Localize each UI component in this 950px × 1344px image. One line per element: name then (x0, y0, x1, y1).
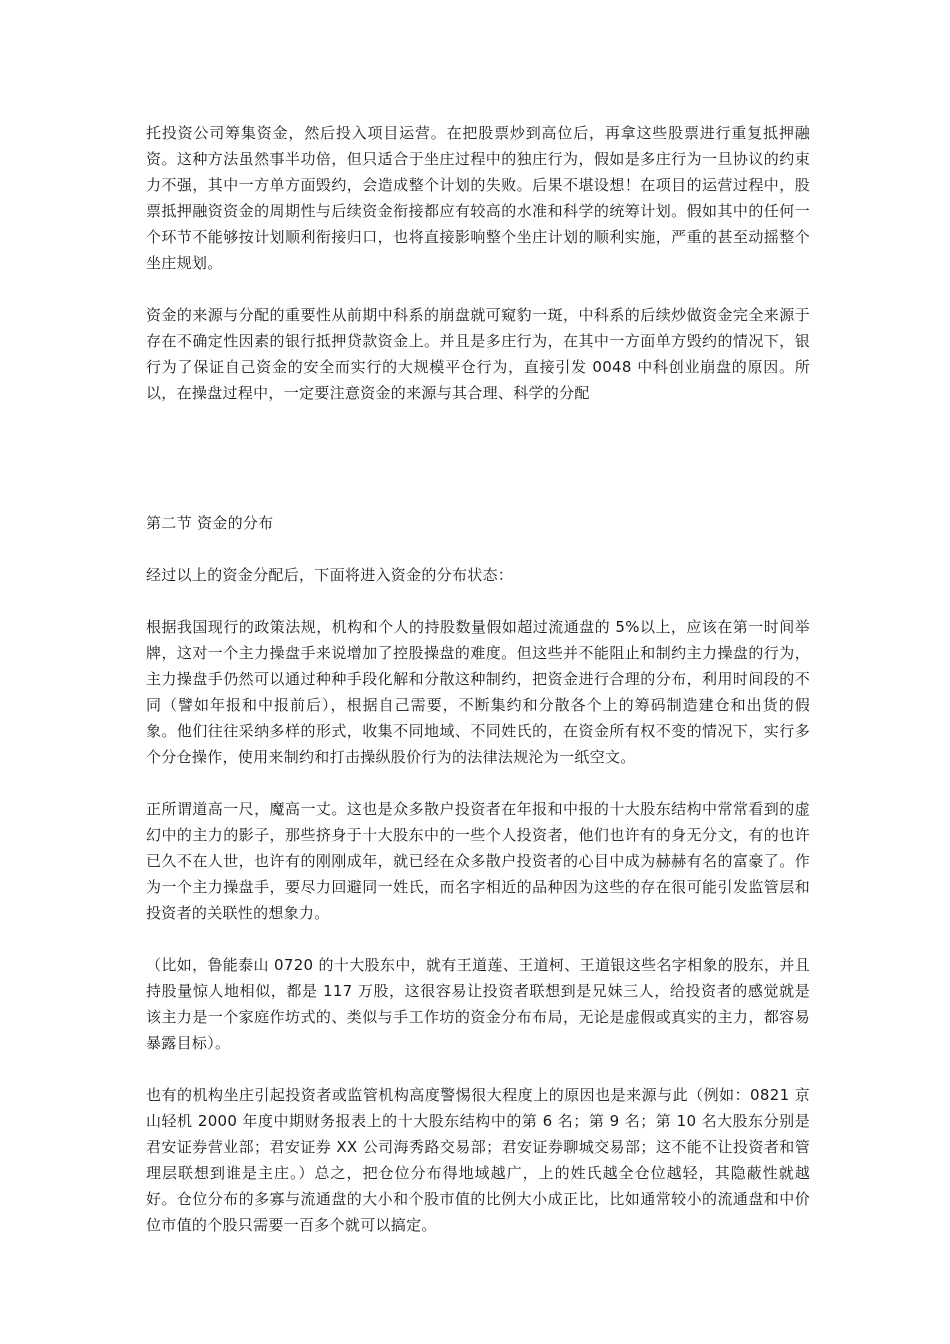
paragraph-example-luneng-taishan: （比如，鲁能泰山 0720 的十大股东中，就有王道莲、王道柯、王道银这些名字相象的股东，并且持股量惊人地相似，都是 117 万股，这很容易让投资者联想到是兄妹三人，给投资者的感觉就是该主力是一个家庭作坊式的、类似与手工作坊的资金分布布局，无论是虚假或真实的主力，都容易暴露目标）。 (146, 956, 810, 1052)
paragraph-share-pledge-financing: 托投资公司筹集资金，然后投入项目运营。在把股票炒到高位后，再拿这些股票进行重复抵押融资。这种方法虽然事半功倍，但只适合于坐庄过程中的独庄行为，假如是多庄行为一旦协议的约束力不强，其中一方单方面毁约，会造成整个计划的失败。后果不堪设想！在项目的运营过程中，股票抵押融资资金的周期性与后续资金衔接都应有较高的水准和科学的统筹计划。假如其中的任何一个环节不能够按计划顺利衔接归口，也将直接影响整个坐庄计划的顺利实施，严重的甚至动摇整个坐庄规划。 (146, 124, 810, 272)
paragraph-fund-source-importance: 资金的来源与分配的重要性从前期中科系的崩盘就可窥豹一斑，中科系的后续炒做资金完全来源于存在不确定性因素的银行抵押贷款资金上。并且是多庄行为，在其中一方面单方毁约的情况下，银行为了保证自己资金的安全而实行的大规模平仓行为，直接引发 0048 中科创业崩盘的原因。所以，在操盘过程中，一定要注意资金的来源与其合理、科学的分配 (146, 306, 810, 402)
paragraph-virtual-main-force: 正所谓道高一尺，魔高一丈。这也是众多散户投资者在年报和中报的十大股东结构中常常看到的虚幻中的主力的影子，那些挤身于十大股东中的一些个人投资者，他们也许有的身无分文，有的也许已久不在人世，也许有的刚刚成年，就已经在众多散户投资者的心目中成为赫赫有名的富豪了。作为一个主力操盘手，要尽力回避同一姓氏，而名字相近的品种因为这些的存在很可能引发监管层和投资者的关联性的想象力。 (146, 800, 810, 922)
paragraph-regulation-and-splitting: 根据我国现行的政策法规，机构和个人的持股数量假如超过流通盘的 5%以上，应该在第一时间举牌，这对一个主力操盘手来说增加了控股操盘的难度。但这些并不能阻止和制约主力操盘的行为，主力操盘手仍然可以通过种种手段化解和分散这种制约，把资金进行合理的分布，利用时间段的不同（譬如年报和中报前后），根据自己需要，不断集约和分散各个上的筹码制造建仓和出货的假象。他们往往采纳多样的形式，收集不同地域、不同姓氏的，在资金所有权不变的情况下，实行多个分仓操作，使用来制约和打击操纵股价行为的法律法规沦为一纸空文。 (146, 618, 810, 766)
section-spacer (146, 458, 810, 510)
document-body (146, 120, 810, 1238)
paragraph-distribution-intro: 经过以上的资金分配后，下面将进入资金的分布状态： (146, 566, 514, 584)
section-spacer (146, 406, 810, 458)
section-heading: 第二节 资金的分布 (146, 514, 274, 532)
paragraph-example-jingshan-qingji: 也有的机构坐庄引起投资者或监管机构高度警惕很大程度上的原因也是来源与此（例如：0821 京山轻机 2000 年度中期财务报表上的十大股东结构中的第 6 名；第 9 名；第 10 名大股东分别是君安证券营业部；君安证券 XX 公司海秀路交易部；君安证券聊城交易部；这不能不让投资者和管理层联想到谁是主庄。）总之，把仓位分布得地域越广，上的姓氏越全仓位越轻，其隐蔽性就越好。仓位分布的多寡与流通盘的大小和个股市值的比例大小成正比，比如通常较小的流通盘和中价位市值的个股只需要一百多个就可以搞定。 (146, 1086, 810, 1234)
